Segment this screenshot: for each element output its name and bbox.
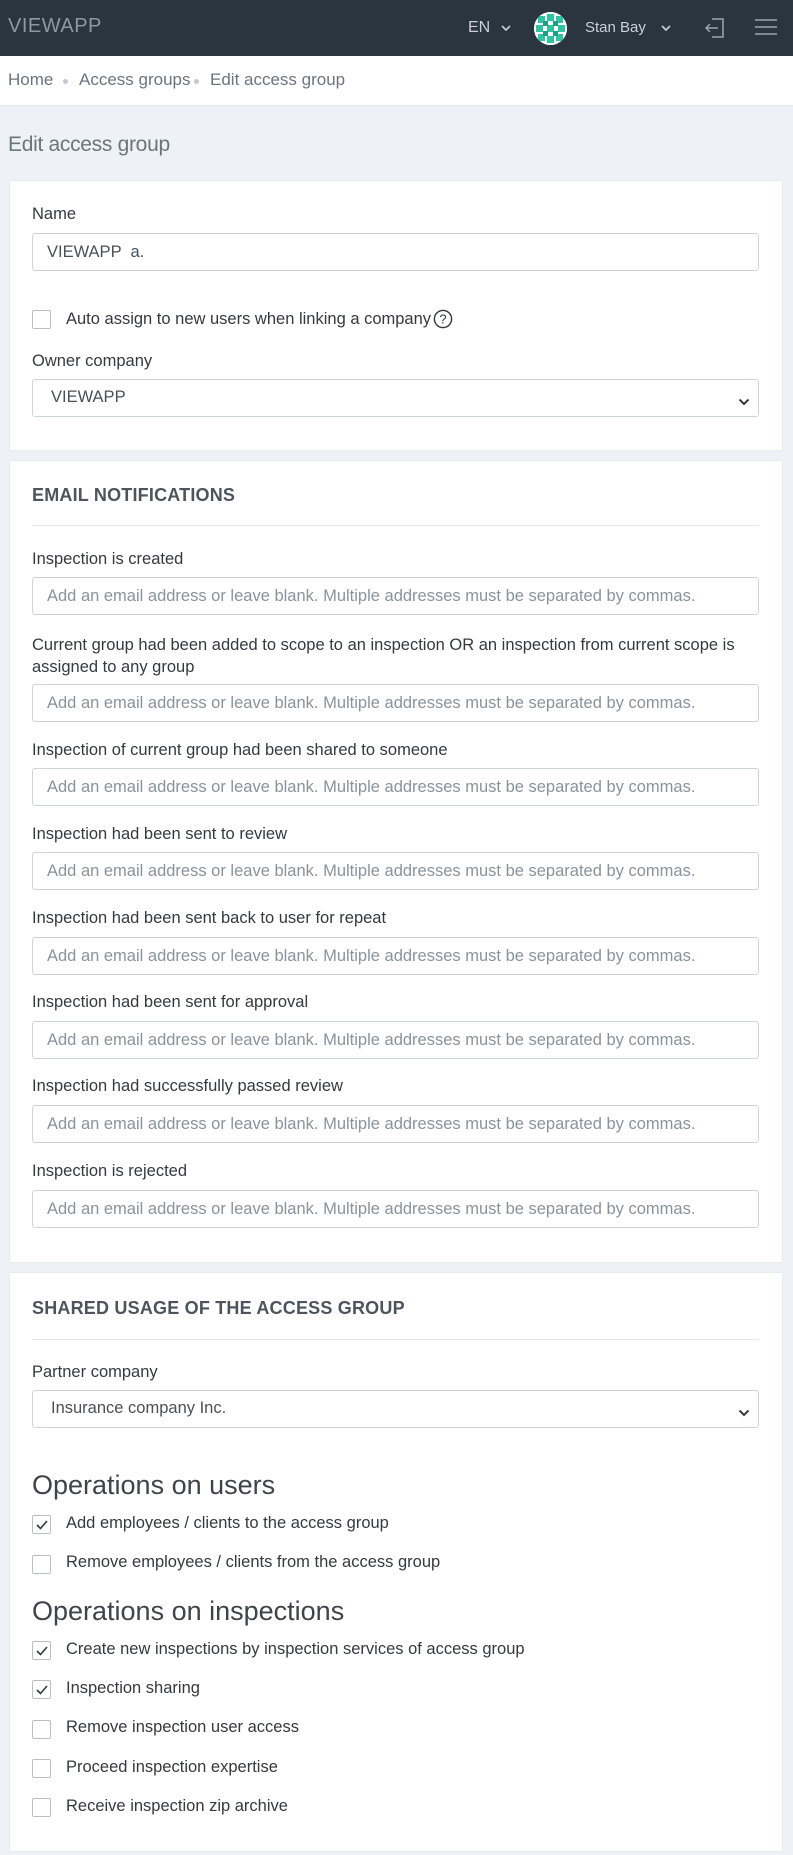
field-label-sent-for-approval: Inspection had been sent for approval bbox=[32, 993, 309, 1011]
operations-on-users-heading: Operations on users bbox=[32, 1470, 276, 1500]
page-title: Edit access group bbox=[8, 133, 170, 156]
chevron-down-icon bbox=[738, 392, 750, 411]
field-label-sent-back-for-repeat: Inspection had been sent back to user for repeat bbox=[32, 909, 387, 927]
breadcrumb-access-groups[interactable]: Access groups bbox=[79, 70, 191, 89]
field-label-inspection-created: Inspection is created bbox=[32, 550, 184, 568]
breadcrumb-home[interactable]: Home bbox=[8, 70, 54, 89]
email-input-sent-back-for-repeat[interactable] bbox=[32, 937, 759, 975]
logout-icon[interactable] bbox=[704, 17, 726, 44]
partner-company-value: Insurance company Inc. bbox=[51, 1399, 227, 1417]
proceed-expertise-checkbox[interactable] bbox=[32, 1759, 51, 1778]
user-name: Stan Bay bbox=[585, 19, 646, 36]
breadcrumb-separator bbox=[194, 79, 199, 84]
name-label: Name bbox=[32, 205, 77, 223]
add-employees-checkbox[interactable] bbox=[32, 1515, 51, 1534]
receive-zip-label: Receive inspection zip archive bbox=[66, 1797, 288, 1815]
auto-assign-checkbox[interactable] bbox=[32, 310, 51, 329]
chevron-down-icon bbox=[738, 1403, 750, 1422]
remove-employees-checkbox[interactable] bbox=[32, 1555, 51, 1574]
field-label-group-added-to-scope: Current group had been added to scope to an inspection OR an inspection from current scope is assigned to any group bbox=[32, 636, 735, 676]
create-inspections-label: Create new inspections by inspection services of access group bbox=[66, 1640, 525, 1658]
name-input[interactable] bbox=[32, 233, 759, 271]
check-icon bbox=[35, 1518, 49, 1532]
receive-zip-checkbox[interactable] bbox=[32, 1798, 51, 1817]
email-input-inspection-shared[interactable] bbox=[32, 768, 759, 806]
check-icon bbox=[35, 1683, 49, 1697]
breadcrumb-current: Edit access group bbox=[210, 70, 346, 89]
language-selector[interactable] bbox=[468, 19, 511, 37]
owner-company-value: VIEWAPP bbox=[51, 388, 126, 406]
avatar[interactable] bbox=[534, 12, 567, 45]
owner-company-select[interactable] bbox=[32, 379, 759, 417]
breadcrumb-separator bbox=[63, 79, 68, 84]
hamburger-menu-icon[interactable] bbox=[755, 18, 777, 41]
chevron-down-icon bbox=[661, 19, 671, 36]
email-input-inspection-created[interactable] bbox=[32, 577, 759, 615]
svg-text:?: ? bbox=[439, 311, 447, 327]
email-input-sent-to-review[interactable] bbox=[32, 852, 759, 890]
check-icon bbox=[35, 1644, 49, 1658]
shared-usage-title: SHARED USAGE OF THE ACCESS GROUP bbox=[32, 1298, 405, 1318]
owner-company-label: Owner company bbox=[32, 352, 153, 370]
divider bbox=[32, 525, 759, 526]
remove-inspection-access-label: Remove inspection user access bbox=[66, 1718, 299, 1736]
proceed-expertise-label: Proceed inspection expertise bbox=[66, 1758, 278, 1776]
field-label-sent-to-review: Inspection had been sent to review bbox=[32, 825, 288, 843]
email-input-passed-review[interactable] bbox=[32, 1105, 759, 1143]
language-label: EN bbox=[468, 19, 491, 36]
inspection-sharing-checkbox[interactable] bbox=[32, 1680, 51, 1699]
field-label-inspection-rejected: Inspection is rejected bbox=[32, 1162, 188, 1180]
remove-employees-label: Remove employees / clients from the access group bbox=[66, 1553, 441, 1571]
operations-on-inspections-heading: Operations on inspections bbox=[32, 1596, 345, 1626]
inspection-sharing-label: Inspection sharing bbox=[66, 1679, 200, 1697]
app-logo[interactable]: VIEWAPP bbox=[8, 15, 102, 37]
create-inspections-checkbox[interactable] bbox=[32, 1641, 51, 1660]
partner-company-select[interactable] bbox=[32, 1390, 759, 1428]
breadcrumb bbox=[0, 56, 793, 106]
email-input-group-added-to-scope[interactable] bbox=[32, 684, 759, 722]
remove-inspection-access-checkbox[interactable] bbox=[32, 1720, 51, 1739]
auto-assign-label: Auto assign to new users when linking a company bbox=[66, 310, 432, 328]
help-icon[interactable] bbox=[433, 309, 453, 334]
add-employees-label: Add employees / clients to the access group bbox=[66, 1514, 389, 1532]
email-notifications-title: EMAIL NOTIFICATIONS bbox=[32, 485, 236, 505]
top-navbar bbox=[0, 0, 793, 56]
partner-company-label: Partner company bbox=[32, 1363, 158, 1381]
chevron-down-icon bbox=[501, 19, 511, 37]
field-label-passed-review: Inspection had successfully passed review bbox=[32, 1077, 343, 1095]
email-input-inspection-rejected[interactable] bbox=[32, 1190, 759, 1228]
field-label-inspection-shared: Inspection of current group had been shared to someone bbox=[32, 741, 448, 759]
divider bbox=[32, 1339, 759, 1340]
email-input-sent-for-approval[interactable] bbox=[32, 1021, 759, 1059]
user-menu[interactable] bbox=[585, 19, 646, 36]
